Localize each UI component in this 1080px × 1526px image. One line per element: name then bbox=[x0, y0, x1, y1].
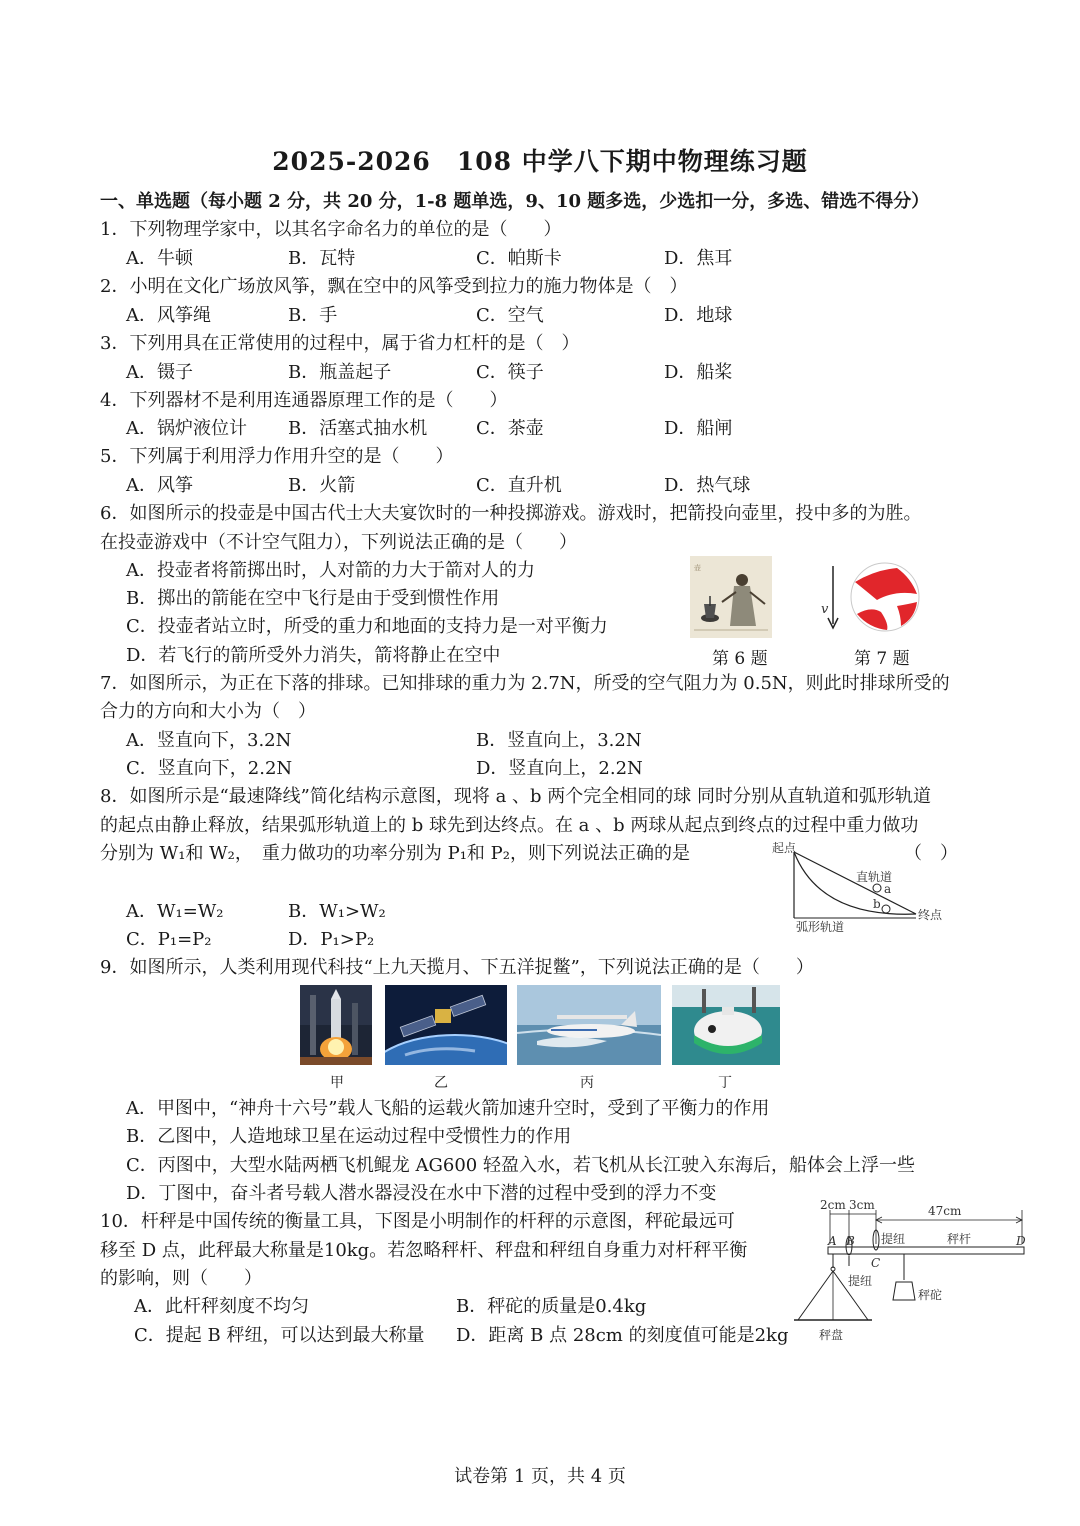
question-8-option-d: D．P₁>P₂ bbox=[288, 929, 375, 950]
lift-rope-c-label: 提纽 bbox=[881, 1232, 906, 1246]
point-d-label: D bbox=[1016, 1234, 1026, 1248]
counterweight bbox=[893, 1282, 915, 1300]
question-3-option-d: D．船桨 bbox=[664, 362, 733, 383]
point-b-label: B bbox=[846, 1234, 855, 1248]
section-heading: 一、单选题（每小题 2 分，共 20 分，1-8 题单选，9、10 题多选，少选扣一分，多选、错选不得分） bbox=[100, 191, 930, 212]
question-3-option-c: C．筷子 bbox=[476, 362, 544, 383]
question-2-option-b: B．手 bbox=[288, 305, 338, 326]
question-2-option-a: A．风筝绳 bbox=[126, 305, 211, 326]
question-8-stem-line2: 的起点由静止释放，结果弧形轨道上的 b 球先到达终点。在 a 、b 两球从起点到终点的过程中重力做功 bbox=[100, 815, 919, 836]
question-6-stem-line1: 6．如图所示的投壶是中国古代士大夫宴饮时的一种投掷游戏。游戏时，把箭投向壶里，投中多的为胜。 bbox=[100, 503, 922, 524]
question-10-stem-line3: 的影响，则（ ） bbox=[100, 1268, 262, 1289]
question-1-option-b: B．瓦特 bbox=[288, 248, 356, 269]
question-6-option-c: C．投壶者站立时，所受的重力和地面的支持力是一对平衡力 bbox=[126, 616, 608, 637]
ball-a-label: a bbox=[884, 882, 892, 896]
question-1-option-a: A．牛顿 bbox=[126, 248, 193, 269]
volleyball-figure bbox=[815, 560, 925, 640]
question-2-option-c: C．空气 bbox=[476, 305, 544, 326]
question-6-option-d: D．若飞行的箭所受外力消失，箭将静止在空中 bbox=[126, 645, 501, 666]
question-3-stem: 3．下列用具在正常使用的过程中，属于省力杠杆的是（ ） bbox=[100, 333, 580, 354]
question-8-option-b: B．W₁>W₂ bbox=[288, 901, 386, 922]
question-1-option-c: C．帕斯卡 bbox=[476, 248, 562, 269]
question-1-option-d: D．焦耳 bbox=[664, 248, 733, 269]
question-4-stem: 4．下列器材不是利用连通器原理工作的是（ ） bbox=[100, 390, 508, 411]
straight-track-label: 直轨道 bbox=[856, 870, 893, 884]
question-7-stem-line2: 合力的方向和大小为（ ） bbox=[100, 701, 316, 722]
question-5-stem: 5．下列属于利用浮力作用升空的是（ ） bbox=[100, 446, 454, 467]
scale-pan-label: 秤盘 bbox=[819, 1328, 844, 1342]
question-9-option-c: C．丙图中，大型水陆两栖飞机鲲龙 AG600 轻盈入水，若飞机从长江驶入东海后，船体会上浮一些 bbox=[126, 1155, 915, 1176]
steelyard-diagram bbox=[794, 1196, 1034, 1344]
figure-6-caption: 第 6 题 bbox=[712, 649, 768, 669]
satellite-photo bbox=[385, 985, 507, 1065]
question-7-option-a: A．竖直向下，3.2N bbox=[126, 730, 292, 751]
lift-rope-b-label: 提纽 bbox=[848, 1274, 873, 1288]
question-4-option-b: B．活塞式抽水机 bbox=[288, 418, 428, 439]
straight-track bbox=[794, 852, 916, 914]
question-1-stem: 1．下列物理学家中，以其名字命名力的单位的是（ ） bbox=[100, 219, 562, 240]
question-5-option-a: A．风筝 bbox=[126, 475, 193, 496]
question-5-option-c: C．直升机 bbox=[476, 475, 562, 496]
question-5-option-b: B．火箭 bbox=[288, 475, 356, 496]
question-2-option-d: D．地球 bbox=[664, 305, 733, 326]
question-7-option-b: B．竖直向上，3.2N bbox=[476, 730, 642, 751]
question-4-option-a: A．锅炉液位计 bbox=[126, 418, 247, 439]
question-10-stem-line2: 移至 D 点，此秤最大称量是10kg。若忽略秤杆、秤盘和秤纽自身重力对杆秤平衡 bbox=[100, 1240, 748, 1261]
question-5-option-d: D．热气球 bbox=[664, 475, 751, 496]
page-title: 2025-2026 108 中学八下期中物理练习题 bbox=[272, 147, 808, 176]
question-9-option-d: D．丁图中，奋斗者号载人潜水器浸没在水中下潜的过程中受到的浮力不变 bbox=[126, 1183, 717, 1204]
photo-caption-jia: 甲 bbox=[330, 1075, 344, 1091]
photo-caption-yi: 乙 bbox=[434, 1075, 448, 1091]
rod-label: 秤杆 bbox=[947, 1232, 972, 1246]
dimension-label-47cm: 47cm bbox=[928, 1204, 962, 1218]
ball-b bbox=[882, 905, 890, 913]
question-7-stem-line1: 7．如图所示，为正在下落的排球。已知排球的重力为 2.7N，所受的空气阻力为 0.5N，则此时排球所受的 bbox=[100, 673, 950, 694]
question-3-option-a: A．镊子 bbox=[126, 362, 193, 383]
ball-b-label: b bbox=[873, 897, 881, 911]
question-10-option-c: C．提起 B 秤纽，可以达到最大称量 bbox=[134, 1325, 425, 1346]
velocity-label: v bbox=[821, 602, 829, 617]
question-6-option-b: B．掷出的箭能在空中飞行是由于受到惯性作用 bbox=[126, 588, 500, 609]
ball-a bbox=[873, 884, 881, 892]
photo-caption-bing: 丙 bbox=[580, 1075, 594, 1091]
question-8-stem-line1: 8．如图所示是“最速降线”简化结构示意图，现将 a 、b 两个完全相同的球 同时分别从直轨道和弧形轨道 bbox=[100, 786, 931, 807]
touhu-painting-image bbox=[690, 556, 772, 638]
amphibious-aircraft-photo bbox=[517, 985, 661, 1065]
question-10-option-a: A．此杆秤刻度不均匀 bbox=[134, 1296, 309, 1317]
question-6-option-a: A．投壶者将箭掷出时，人对箭的力大于箭对人的力 bbox=[126, 560, 535, 581]
figure-7-caption: 第 7 题 bbox=[854, 649, 910, 669]
question-4-option-d: D．船闸 bbox=[664, 418, 733, 439]
counterweight-label: 秤砣 bbox=[918, 1288, 943, 1302]
question-7-option-c: C．竖直向下，2.2N bbox=[126, 758, 293, 779]
end-point-label: 终点 bbox=[918, 908, 943, 922]
rocket-launch-photo bbox=[300, 985, 372, 1065]
start-point-label: 起点 bbox=[772, 841, 797, 855]
photo-caption-ding: 丁 bbox=[718, 1075, 732, 1091]
curved-track-label: 弧形轨道 bbox=[796, 920, 845, 934]
question-8-option-a: A．W₁=W₂ bbox=[126, 901, 224, 922]
question-8-answer-bracket: （ ） bbox=[904, 843, 958, 864]
page-footer: 试卷第 1 页，共 4 页 bbox=[454, 1466, 626, 1487]
question-9-option-a: A．甲图中，“神舟十六号”载人飞船的运载火箭加速升空时，受到了平衡力的作用 bbox=[126, 1098, 770, 1119]
point-a-label: A bbox=[828, 1234, 837, 1248]
question-6-stem-line2: 在投壶游戏中（不计空气阻力），下列说法正确的是（ ） bbox=[100, 532, 577, 553]
question-4-option-c: C．茶壶 bbox=[476, 418, 544, 439]
question-8-stem-line3: 分别为 W₁和 W₂， 重力做功的功率分别为 P₁和 P₂，则下列说法正确的是 bbox=[100, 843, 690, 864]
dimension-label-3cm: 3cm bbox=[849, 1198, 875, 1212]
dimension-label-2cm: 2cm bbox=[820, 1198, 846, 1212]
question-10-option-b: B．秤砣的质量是0.4kg bbox=[456, 1296, 647, 1317]
question-8-option-c: C．P₁=P₂ bbox=[126, 929, 212, 950]
question-10-option-d: D．距离 B 点 28cm 的刻度值可能是2kg bbox=[456, 1325, 789, 1346]
question-9-option-b: B．乙图中，人造地球卫星在运动过程中受惯性力的作用 bbox=[126, 1126, 572, 1147]
question-10-stem-line1: 10．杆秤是中国传统的衡量工具，下图是小明制作的杆秤的示意图，秤砣最远可 bbox=[100, 1211, 735, 1232]
question-2-stem: 2．小明在文化广场放风筝，飘在空中的风筝受到拉力的施力物体是（ ） bbox=[100, 276, 688, 297]
point-c-label: C bbox=[871, 1256, 881, 1270]
submersible-photo bbox=[672, 985, 780, 1065]
question-9-stem: 9．如图所示，人类利用现代科技“上九天揽月、下五洋捉鳖”，下列说法正确的是（ ） bbox=[100, 957, 814, 978]
question-3-option-b: B．瓶盖起子 bbox=[288, 362, 392, 383]
svg-text:壶: 壶 bbox=[694, 564, 701, 572]
question-7-option-d: D．竖直向上，2.2N bbox=[476, 758, 643, 779]
steelyard-rod bbox=[828, 1247, 1024, 1254]
